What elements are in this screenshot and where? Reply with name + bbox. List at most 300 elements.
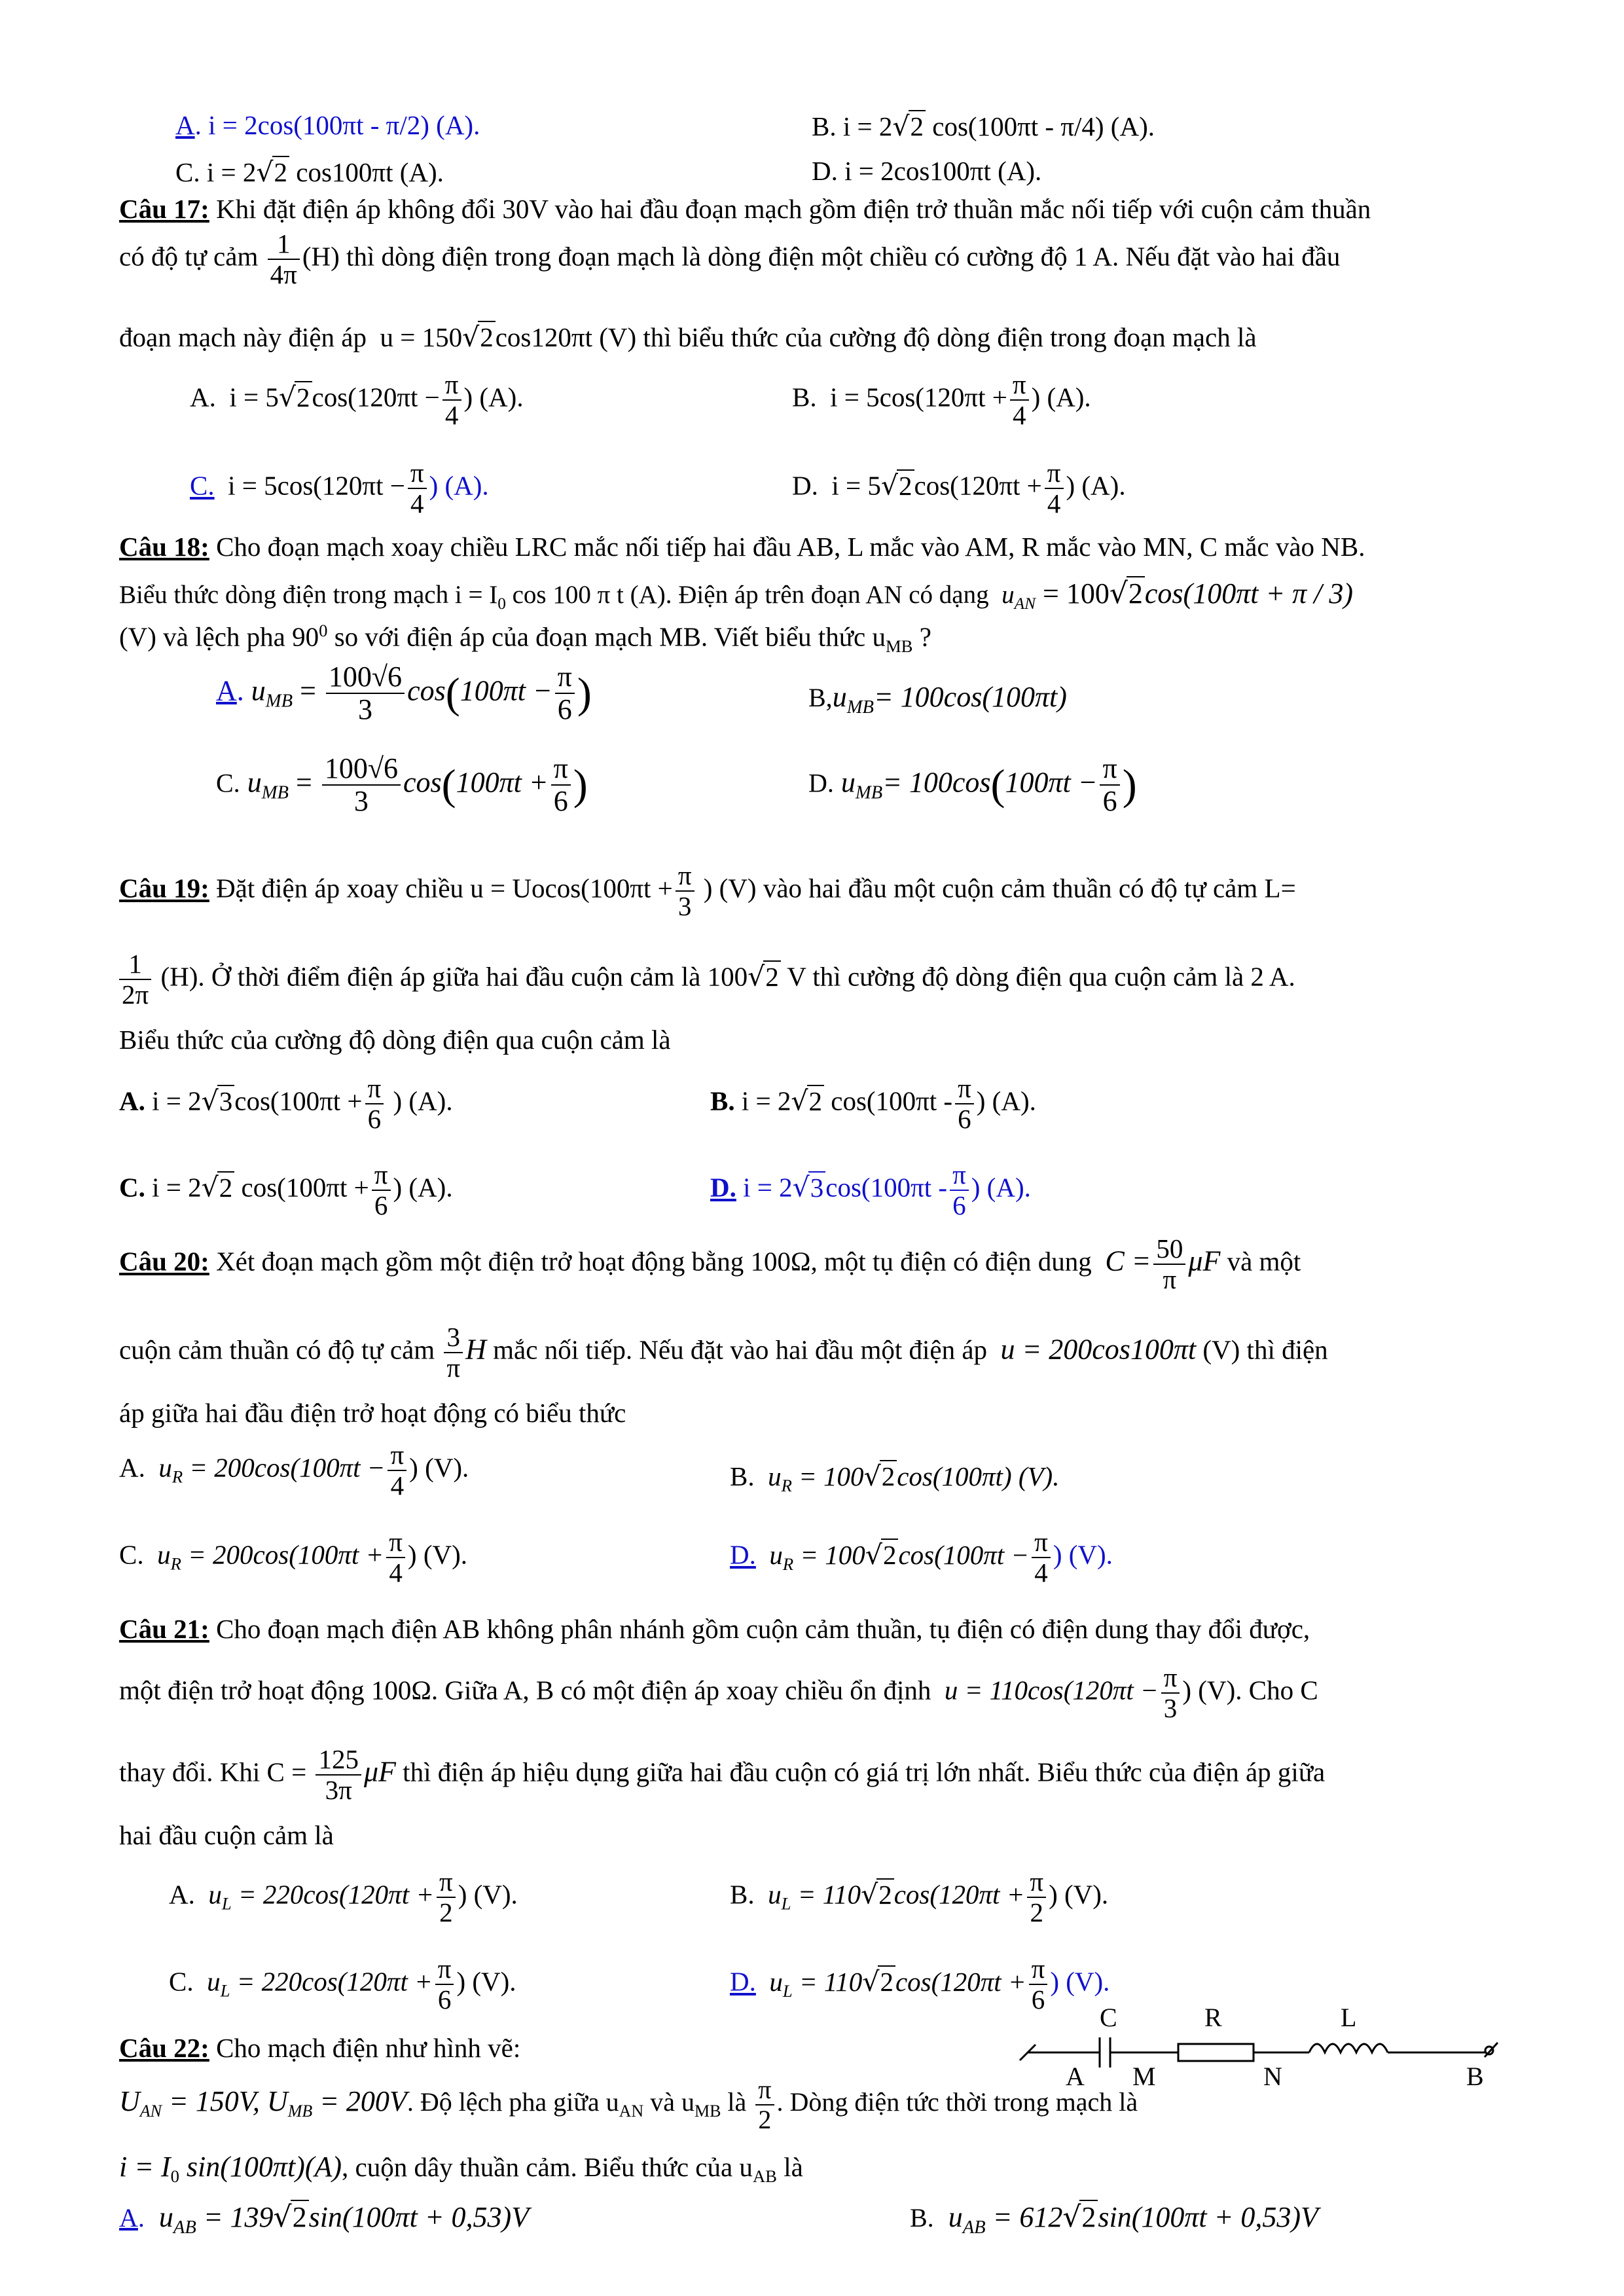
q19-option-a — [119, 1074, 453, 1134]
q17-label: Câu 17: — [119, 194, 209, 224]
frac-num: π — [442, 370, 461, 401]
frac-num: π — [955, 1074, 974, 1104]
q19-d-1: i = 2 — [736, 1172, 793, 1203]
q21-c-letter: C. — [169, 1966, 194, 1997]
sqrt-icon: √ — [865, 1539, 882, 1571]
q17-a-2: cos(120πt − — [312, 382, 440, 412]
q17-a-frac — [442, 370, 461, 430]
q20-unit-2: H — [465, 1333, 486, 1366]
q17-text-2a: có độ tự cảm — [119, 241, 259, 272]
q17-line-2 — [119, 229, 1526, 289]
q22-text-2d: . Dòng điện tức thời trong mạch là — [776, 2087, 1138, 2117]
q19-text-3: Biểu thức của cường độ dòng điện qua cuộn cảm là — [119, 1025, 671, 1055]
frac-den: 6 — [1031, 1984, 1045, 2015]
q18-d-letter: D. — [808, 768, 834, 798]
q16-b-rest: cos(100πt - π/4) (A). — [932, 111, 1155, 141]
q21-d-letter: D. — [730, 1966, 756, 1997]
frac-den: 2π — [122, 979, 149, 1010]
q18-line-2 — [119, 576, 1526, 613]
q22-eq2: = 200V — [312, 2085, 407, 2118]
q22-b-u: u — [948, 2201, 963, 2233]
q19-rad: 2 — [763, 960, 781, 993]
q17-c-3: ) (A). — [429, 470, 489, 501]
q18-b-usub: MB — [846, 697, 874, 718]
frac-num: π — [365, 1074, 384, 1104]
q18-sup: 0 — [319, 621, 328, 640]
q22-sub2: MB — [287, 2102, 313, 2121]
q20-text-3: áp giữa hai đầu điện trở hoạt động có biểu thức — [119, 1398, 626, 1428]
q17-a-1: i = 5 — [229, 382, 279, 412]
q17-d-rad: 2 — [897, 469, 914, 501]
q20-frac-1 — [1153, 1234, 1185, 1294]
frac-den: 6 — [1102, 785, 1117, 818]
label-b: B — [1466, 2062, 1484, 2091]
q21-text-3b: thì điện áp hiệu dụng giữa hai đầu cuộn có giá trị lớn nhất. Biểu thức của điện áp giữa — [395, 1757, 1326, 1787]
q20-option-b — [730, 1460, 1059, 1496]
q19-b-3: ) (A). — [976, 1085, 1036, 1116]
q20-c-letter: C. — [119, 1539, 144, 1570]
label-a: A — [1066, 2062, 1085, 2091]
q18-d-usub: MB — [855, 782, 883, 803]
q20-d-letter: D. — [730, 1539, 756, 1570]
q17-text-3b: (V) thì biểu thức của cường độ dòng điện trong đoạn mạch là — [599, 322, 1257, 352]
q20-c-1: = 200cos(100πt + — [188, 1539, 384, 1570]
frac-num: π — [755, 2075, 774, 2105]
sqrt-icon: √ — [273, 2200, 292, 2234]
q19-text-1b: ) (V) vào hai đầu một cuộn cảm thuần có độ tự cảm L= — [696, 873, 1296, 903]
frac-den: 2 — [758, 2105, 772, 2134]
frac-num: 100√6 — [326, 661, 405, 694]
q22-label: Câu 22: — [119, 2033, 209, 2063]
frac-den: π — [1163, 1264, 1177, 1295]
paren-left: ( — [441, 761, 456, 809]
sqrt-icon: √ — [462, 321, 480, 353]
q19-c-1: i = 2 — [145, 1172, 202, 1203]
q22-option-b — [910, 2200, 1318, 2239]
q20-text-2b: mắc nối tiếp. Nếu đặt vào hai đầu một điện áp — [486, 1334, 988, 1365]
q20-unit-1: μF — [1188, 1245, 1221, 1277]
q17-c-letter: C. — [190, 470, 215, 501]
q21-b-rad: 2 — [876, 1878, 894, 1910]
q20-option-a — [119, 1440, 469, 1501]
q21-option-b — [730, 1867, 1108, 1927]
q21-unit: μF — [363, 1755, 396, 1788]
q20-frac-2 — [444, 1322, 463, 1383]
q16-c-rest: cos100πt (A). — [296, 157, 444, 187]
q17-c-1: i = 5cos(120πt − — [228, 470, 405, 501]
frac-num: π — [676, 861, 695, 892]
q18-eq: = 100 — [1036, 577, 1110, 610]
q22-text-2b: và u — [643, 2087, 695, 2117]
label-m: M — [1132, 2062, 1156, 2091]
q17-text-3a: đoạn mạch này điện áp — [119, 322, 367, 352]
q19-b-1: i = 2 — [734, 1085, 791, 1116]
q20-line-1 — [119, 1234, 1526, 1294]
q20-d-frac — [1032, 1527, 1051, 1588]
q18-text-3a: (V) và lệch pha 90 — [119, 621, 319, 652]
q22-sub3: AN — [619, 2102, 644, 2121]
q16-option-d — [812, 156, 1041, 187]
sqrt-icon: √ — [791, 1085, 808, 1117]
q20-b-1: = 100 — [799, 1461, 864, 1491]
label-l: L — [1341, 2003, 1357, 2032]
paren-left: ( — [990, 761, 1005, 809]
frac-num: π — [437, 1867, 456, 1898]
frac-num: π — [551, 753, 571, 786]
sqrt-icon: √ — [201, 1085, 219, 1117]
q20-b-rad: 2 — [880, 1460, 897, 1492]
q16-c-rad: 2 — [272, 156, 290, 188]
frac-den: 4 — [410, 488, 424, 519]
q22-sub4: MB — [694, 2102, 721, 2121]
sqrt-icon: √ — [863, 1461, 881, 1492]
q22-a-u: u — [158, 2201, 173, 2233]
q20-d-u: u — [769, 1539, 783, 1570]
frac-num: 100√6 — [322, 753, 401, 786]
q21-frac-2 — [1161, 1663, 1180, 1723]
q16-a-expr: . i = 2cos(100πt - π/2) (A). — [194, 110, 480, 140]
frac-den: 3 — [677, 891, 692, 922]
q22-text-3c: là — [776, 2152, 803, 2182]
frac-den: 6 — [437, 1984, 452, 2015]
label-n: N — [1263, 2062, 1282, 2091]
q18-u: u — [1001, 581, 1015, 609]
q19-text-2b: V thì cường độ dòng điện qua cuộn cảm là 2 A. — [780, 961, 1295, 992]
q22-option-a — [119, 2200, 529, 2239]
q19-a-letter: A. — [119, 1085, 145, 1116]
q19-c-rad: 2 — [217, 1171, 235, 1203]
q18-c-letter: C. — [216, 768, 240, 798]
q22-sub-ab: AB — [752, 2166, 777, 2187]
q22-i-sub: 0 — [170, 2166, 179, 2187]
q21-b-3: ) (V). — [1049, 1879, 1109, 1910]
frac-den: 4 — [1034, 1558, 1048, 1588]
q21-text-1: Cho đoạn mạch điện AB không phân nhánh gồm cuộn cảm thuần, tụ điện có điện dung thay đổi được, — [209, 1614, 1310, 1644]
q22-b-letter: B. — [910, 2203, 934, 2232]
q21-d-2: cos(120πt + — [895, 1966, 1026, 1997]
q22-b-2: sin(100πt + 0,53)V — [1098, 2201, 1318, 2233]
sqrt-icon: √ — [278, 381, 297, 413]
q20-c-usub: R — [170, 1554, 181, 1574]
q18-c-frac — [322, 753, 401, 818]
q20-a-3: ) (V). — [409, 1452, 469, 1483]
sqrt-icon: √ — [748, 960, 765, 993]
q18-b-expr: = 100cos(100πt) — [873, 681, 1067, 713]
frac-num: 1 — [119, 949, 151, 980]
q21-c-u: u — [207, 1966, 221, 1997]
q19-line-1 — [119, 861, 1526, 921]
q19-d-2: cos(100πt - — [825, 1172, 948, 1203]
q20-c: C = — [1105, 1245, 1151, 1277]
q16-c-start: C. i = 2 — [175, 157, 257, 187]
q17-d-3: ) (A). — [1066, 470, 1126, 501]
q22-b-rad: 2 — [1079, 2200, 1098, 2234]
q19-b-rad: 2 — [807, 1085, 825, 1117]
q17-u: u = 150 — [380, 322, 463, 352]
q17-option-d — [792, 458, 1126, 519]
q18-a-frac — [326, 661, 405, 726]
q19-c-3: ) (A). — [393, 1172, 453, 1203]
q20-d-usub: R — [782, 1554, 794, 1574]
q20-b-letter: B. — [730, 1461, 755, 1491]
q21-d-rad: 2 — [878, 1965, 895, 1997]
q18-a-letter: A — [216, 674, 237, 707]
q19-c-frac — [372, 1160, 391, 1220]
q18-sub2: MB — [885, 636, 913, 656]
q20-text-1a: Xét đoạn mạch gồm một điện trở hoạt động bằng 100Ω, một tụ điện có điện dung — [209, 1246, 1092, 1277]
q18-line-1 — [119, 532, 1526, 562]
q21-d-u: u — [769, 1966, 783, 1997]
q21-c-3: ) (V). — [456, 1966, 516, 1997]
q22-line-2 — [119, 2075, 1138, 2134]
paren-left: ( — [445, 669, 460, 718]
q17-text-1: Khi đặt điện áp không đổi 30V vào hai đầu đoạn mạch gồm điện trở thuần mắc nối tiếp với cuộn cảm thuần — [209, 194, 1371, 224]
q21-a-usub: L — [221, 1893, 232, 1914]
q21-a-u: u — [208, 1879, 222, 1910]
q21-d-usub: L — [782, 1980, 793, 2001]
q20-text-2a: cuộn cảm thuần có độ tự cảm — [119, 1334, 435, 1365]
q20-d-rad: 2 — [881, 1539, 899, 1571]
q17-d-1: i = 5 — [831, 470, 881, 501]
q17-a-letter: A. — [190, 382, 216, 412]
q20-a-usub: R — [171, 1467, 183, 1487]
q22-a-usub: AB — [173, 2217, 196, 2238]
q21-b-frac — [1027, 1867, 1046, 1927]
q22-u-an: U — [119, 2085, 140, 2118]
q20-b-usub: R — [781, 1476, 792, 1496]
q17-b-letter: B. — [792, 382, 817, 412]
q17-option-a — [190, 370, 524, 430]
q17-b-1: i = 5cos(120πt + — [830, 382, 1007, 412]
frac-num: π — [1029, 1954, 1048, 1985]
frac-num: π — [1100, 753, 1119, 786]
q18-text-1: Cho đoạn mạch xoay chiều LRC mắc nối tiếp hai đầu AB, L mắc vào AM, R mắc vào MN, C mắc vào NB. — [209, 532, 1365, 562]
frac-num: π — [555, 661, 575, 694]
q21-d-1: = 110 — [799, 1966, 863, 1997]
q16-d-text: D. i = 2cos100πt (A). — [812, 156, 1042, 186]
q18-text-3c: ? — [912, 621, 931, 652]
q18-a-u: u — [251, 674, 266, 707]
q17-b-frac — [1010, 370, 1029, 430]
q18-a-in: 100πt − — [460, 674, 552, 707]
q20-c-frac — [386, 1527, 405, 1588]
q17-line-1 — [119, 194, 1526, 225]
q19-frac-1 — [676, 861, 695, 921]
q20-u: u = 200cos100πt — [1000, 1333, 1197, 1366]
q19-line-3 — [119, 1025, 1526, 1055]
frac-den: 4 — [444, 400, 459, 431]
q18-c-u: u — [247, 766, 262, 799]
frac-num: π — [435, 1954, 454, 1985]
frac-num: 3 — [444, 1322, 463, 1353]
frac-den: 4 — [1013, 400, 1026, 431]
q18-option-d — [808, 753, 1137, 818]
q18-rad: 2 — [1127, 576, 1145, 611]
q16-a-letter: A — [175, 110, 195, 140]
frac-den: 3 — [357, 693, 372, 726]
sqrt-icon: √ — [892, 111, 910, 142]
q21-a-1: = 220cos(120πt + — [238, 1879, 435, 1910]
frac-den: 6 — [952, 1190, 966, 1221]
q17-line-3 — [119, 321, 1526, 353]
frac-num: 50 — [1153, 1234, 1185, 1265]
q21-c-frac — [435, 1954, 454, 2014]
q22-b-1: = 612 — [992, 2201, 1063, 2233]
frac-den: 6 — [367, 1104, 382, 1135]
q19-text-1a: Đặt điện áp xoay chiều u = Uocos(100πt + — [209, 873, 673, 903]
q19-option-c — [119, 1160, 453, 1220]
q22-a-rad: 2 — [291, 2200, 309, 2234]
q18-a-dot: . — [236, 674, 244, 707]
circuit-diagram — [1015, 1997, 1538, 2102]
q22-text-1: Cho mạch điện như hình vẽ: — [209, 2033, 521, 2063]
paren-right: ) — [573, 761, 588, 809]
frac-den: 2 — [439, 1897, 453, 1928]
q17-option-b — [792, 370, 1091, 430]
q18-c-pfrac — [551, 753, 571, 818]
frac-num: π — [1027, 1867, 1046, 1898]
q22-text-3b: , cuộn dây thuần cảm. Biểu thức của u — [342, 2152, 753, 2182]
frac-num: π — [1010, 370, 1029, 401]
q21-frac-3 — [316, 1745, 361, 1805]
q19-line-2 — [119, 949, 1526, 1010]
q17-d-letter: D. — [792, 470, 818, 501]
paren-right: ) — [1122, 761, 1137, 809]
frac-den: 4 — [1047, 488, 1061, 519]
q21-a-letter: A. — [169, 1879, 195, 1910]
q16-option-a — [175, 110, 480, 141]
q21-b-usub: L — [781, 1893, 791, 1914]
q19-d-letter: D. — [710, 1172, 736, 1203]
q18-c-cos: cos — [403, 766, 442, 799]
q18-option-b — [808, 681, 1067, 719]
q18-c-in: 100πt + — [456, 766, 549, 799]
q18-d-u: u — [840, 766, 856, 799]
q21-text-4: hai đầu cuộn cảm là — [119, 1820, 334, 1850]
q19-a-frac — [365, 1074, 384, 1134]
q19-a-3: ) (A). — [386, 1085, 453, 1116]
frac-den: 6 — [374, 1190, 388, 1221]
q18-c-usub: MB — [261, 782, 289, 803]
q18-line-3 — [119, 621, 1526, 656]
q19-label: Câu 19: — [119, 873, 209, 903]
q22-a-2: sin(100πt + 0,53)V — [308, 2201, 530, 2233]
frac-den: 6 — [557, 693, 572, 726]
sqrt-icon: √ — [880, 469, 899, 501]
sqrt-icon: √ — [861, 1878, 878, 1910]
q19-d-rad: 3 — [808, 1171, 826, 1203]
q20-option-d — [730, 1527, 1113, 1588]
q21-line-3 — [119, 1745, 1526, 1805]
q20-d-3: ) (V). — [1053, 1539, 1113, 1570]
q18-a-usub: MB — [265, 691, 293, 712]
q17-b-3: ) (A). — [1031, 382, 1091, 412]
frac-num: π — [1045, 458, 1064, 489]
q17-cos: cos120πt — [495, 322, 592, 352]
frac-den: 4π — [270, 259, 297, 290]
q21-a-3: ) (V). — [458, 1879, 518, 1910]
q21-b-u: u — [768, 1879, 782, 1910]
frac-den: 3π — [325, 1775, 352, 1806]
q20-a-frac — [388, 1440, 406, 1501]
q18-d-expr: = 100cos — [882, 766, 991, 799]
q18-text-2b: cos 100 π t (A). Điện áp trên đoạn AN có dạng — [505, 581, 989, 609]
q16-b-rad: 2 — [909, 110, 926, 142]
q18-a-cos: cos — [407, 674, 446, 707]
q22-b-usub: AB — [962, 2217, 986, 2238]
q18-cos: cos(100πt + π / 3) — [1144, 577, 1354, 610]
q21-b-2: cos(120πt + — [893, 1879, 1025, 1910]
frac-num: π — [388, 1440, 406, 1471]
q19-frac-2 — [119, 949, 151, 1010]
q21-a-frac — [437, 1867, 456, 1927]
q20-line-2 — [119, 1322, 1526, 1383]
q21-u: u = 110cos(120πt − — [944, 1675, 1159, 1705]
q19-c-letter: C. — [119, 1172, 145, 1203]
q18-d-pfrac — [1100, 753, 1119, 818]
q18-usub: AN — [1014, 594, 1036, 613]
inductor-icon — [1309, 2044, 1388, 2052]
frac-den: 6 — [958, 1104, 971, 1135]
q21-text-2b: ) (V). Cho C — [1182, 1675, 1318, 1705]
q22-i: i = I — [119, 2151, 171, 2183]
sqrt-icon: √ — [201, 1171, 219, 1203]
q21-label: Câu 21: — [119, 1614, 209, 1644]
sqrt-icon: √ — [256, 156, 274, 188]
q18-a-pfrac — [555, 661, 575, 726]
q21-b-1: = 110 — [797, 1879, 861, 1910]
q21-line-2 — [119, 1663, 1526, 1723]
q17-fraction-l — [268, 229, 300, 289]
q19-a-1: i = 2 — [145, 1085, 202, 1116]
q22-i-rest: sin(100πt)(A) — [179, 2151, 342, 2183]
q17-rad: 2 — [478, 321, 496, 353]
q19-d-frac — [950, 1160, 969, 1220]
q19-a-rad: 3 — [217, 1085, 235, 1117]
resistor-icon — [1178, 2044, 1254, 2061]
q22-frac — [755, 2075, 774, 2134]
sqrt-icon: √ — [862, 1965, 880, 1997]
q21-c-usub: L — [220, 1980, 230, 2001]
q18-text-2a: Biểu thức dòng điện trong mạch i = I — [119, 581, 498, 609]
q20-d-1: = 100 — [800, 1539, 865, 1570]
frac-den: 4 — [390, 1470, 405, 1501]
q20-c-u: u — [157, 1539, 171, 1570]
frac-den: π — [446, 1353, 461, 1383]
q19-b-2: cos(100πt - — [824, 1085, 953, 1116]
sqrt-icon: √ — [1062, 2200, 1081, 2234]
q20-text-1b: và một — [1220, 1246, 1301, 1277]
frac-den: 6 — [553, 785, 568, 818]
q19-b-letter: B. — [710, 1085, 735, 1116]
q17-a-rad: 2 — [295, 381, 312, 413]
q22-sub1: AN — [139, 2102, 162, 2121]
frac-den: 2 — [1030, 1897, 1043, 1928]
frac-den: 3 — [1163, 1693, 1178, 1724]
q18-b-u: u — [832, 681, 847, 713]
q20-c-3: ) (V). — [407, 1539, 467, 1570]
q19-b-frac — [955, 1074, 974, 1134]
q21-b-letter: B. — [730, 1879, 755, 1910]
q18-option-c: C. $u_{MB}$ = $\frac{100√6}{3}$ cos(100πt + $\frac{\pi}{6}$ ) — [216, 752, 588, 818]
q20-b-2: cos(100πt) (V). — [897, 1461, 1060, 1491]
q16-b-start: B. i = 2 — [812, 111, 893, 141]
q16-option-b — [812, 110, 1155, 142]
q22-line-3 — [119, 2151, 803, 2187]
q20-line-3 — [119, 1398, 1526, 1429]
q22-text-2a: . Độ lệch pha giữa u — [406, 2087, 619, 2117]
q22-text-2c: là — [721, 2087, 747, 2117]
